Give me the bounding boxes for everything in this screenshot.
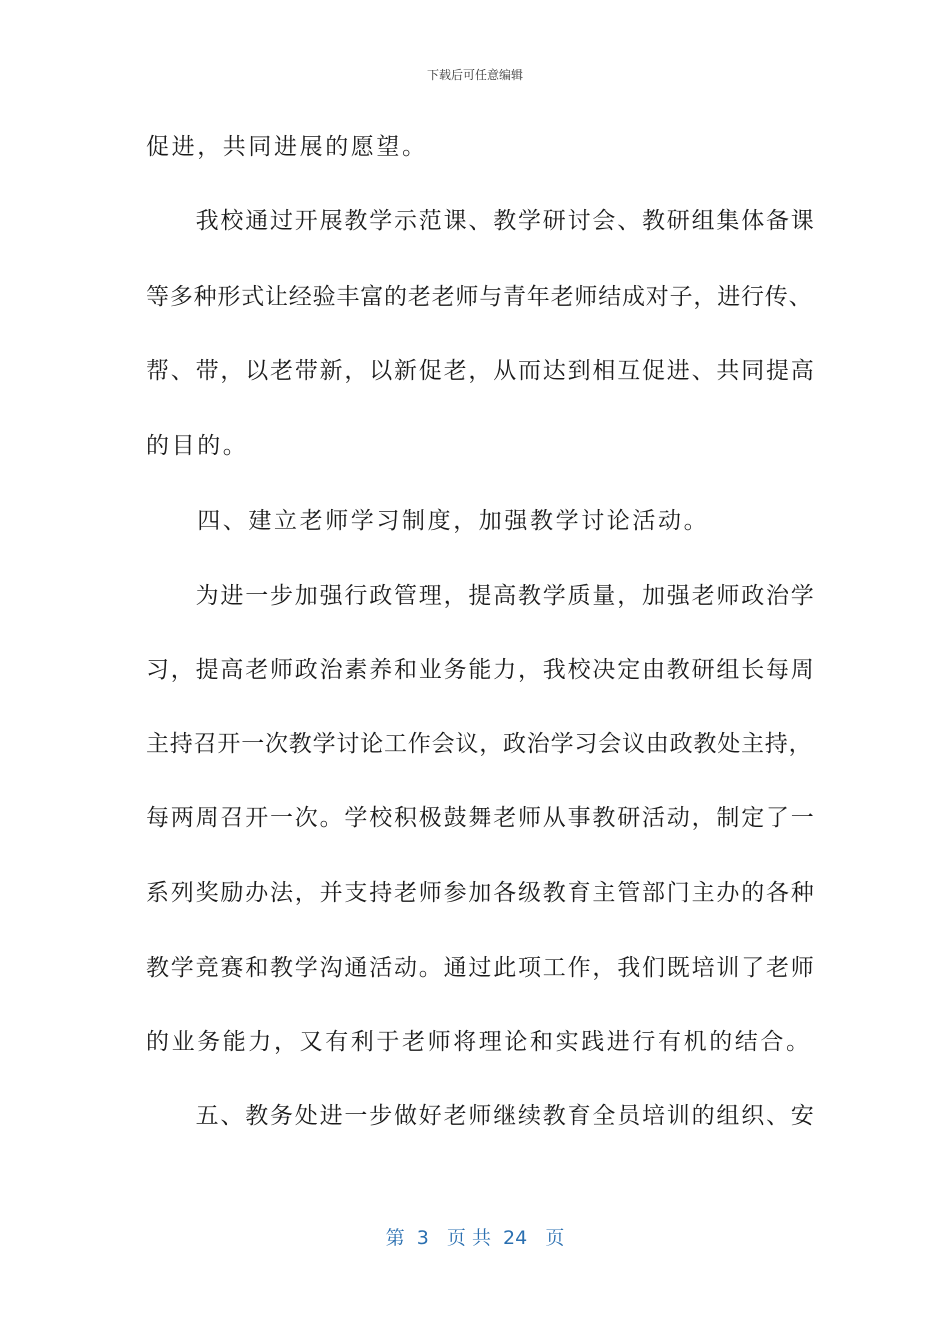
- body-line: 教学竞赛和教学沟通活动。通过此项工作，我们既培训了老师: [146, 955, 816, 981]
- body-line: 帮、带，以老带新，以新促老，从而达到相互促进、共同提高: [146, 358, 816, 384]
- page-header: 下载后可任意编辑: [426, 68, 523, 82]
- body-line: 的业务能力，又有利于老师将理论和实践进行有机的结合。: [146, 1029, 812, 1055]
- body-line: 的目的。: [146, 433, 249, 459]
- page-number-footer: 第 3 页 共 24 页: [385, 1227, 565, 1249]
- body-line: 主持召开一次教学讨论工作会议，政治学习会议由政教处主持，: [146, 731, 813, 757]
- body-line: 四、建立老师学习制度，加强教学讨论活动。: [146, 508, 710, 534]
- body-line: 我校通过开展教学示范课、教学研讨会、教研组集体备课: [146, 208, 816, 234]
- body-line: 等多种形式让经验丰富的老老师与青年老师结成对子，进行传、: [146, 284, 813, 310]
- body-line: 系列奖励办法，并支持老师参加各级教育主管部门主办的各种: [146, 880, 816, 906]
- body-line: 促进，共同进展的愿望。: [146, 134, 428, 160]
- body-line: 五、教务处进一步做好老师继续教育全员培训的组织、安: [146, 1103, 816, 1129]
- body-line: 每两周召开一次。学校积极鼓舞老师从事教研活动，制定了一: [146, 805, 816, 831]
- body-line: 为进一步加强行政管理，提高教学质量，加强老师政治学: [146, 583, 816, 609]
- body-line: 习，提高老师政治素养和业务能力，我校决定由教研组长每周: [146, 657, 816, 683]
